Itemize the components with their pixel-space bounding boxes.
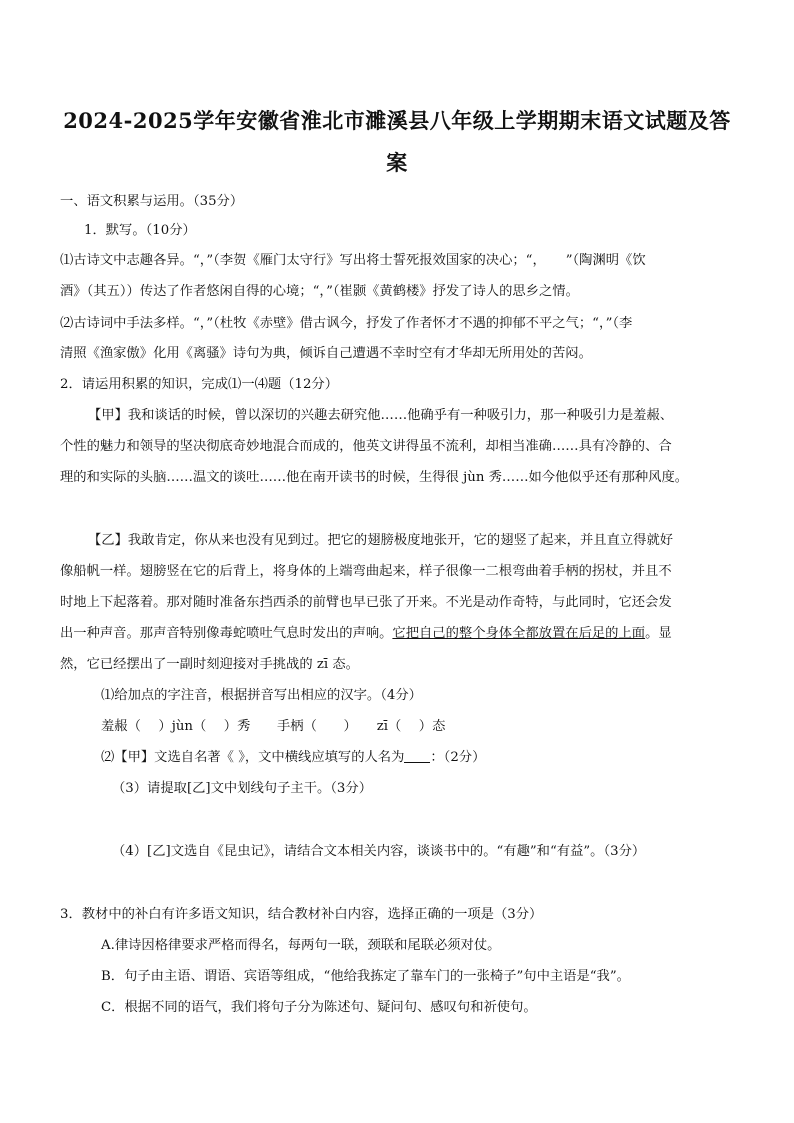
- passage-yi-line: 然，它已经摆出了一副时刻迎接对手挑战的 zī 态。: [60, 657, 359, 672]
- passage-jia-line: 理的和实际的头脑……温文的谈吐……他在南开读书的时候，生得很 jùn 秀……如今他似乎还有那种风度。: [60, 470, 689, 485]
- doc-title-line1: 2024-2025学年安徽省淮北市濉溪县八年级上学期期末语文试题及答: [63, 108, 731, 133]
- passage-jia-line: 【甲】我和谈话的时候，曾以深切的兴趣去研究他……他确乎有一种吸引力，那一种吸引力是羞赧、: [88, 408, 674, 423]
- option-a: A.律诗因格律要求严格而得名，每两句一联，颈联和尾联必须对仗。: [101, 938, 501, 953]
- subquestion-2: [101, 746, 485, 765]
- subquestion-2-points: ：（2分）: [430, 750, 486, 765]
- question-2-heading: 2．请运用积累的知识，完成⑴一⑷题（12分）: [60, 377, 339, 392]
- yi-text: 。显: [645, 626, 672, 641]
- q1-text-line: ⑵古诗词中手法多样。“，”（杜牧《赤壁》借古讽今，抒发了作者怀才不遇的抑郁不平之气；“，”（李: [60, 316, 633, 331]
- q1-text-line: 酒》（其五））传达了作者悠闲自得的心境；“，”（崔颢《黄鹤楼》抒发了诗人的思乡之情。: [60, 284, 579, 299]
- doc-title-line2: 案: [386, 150, 408, 175]
- subquestion-1: ⑴给加点的字注音，根据拼音写出相应的汉字。（4分）: [101, 688, 422, 703]
- subquestion-2-text: ⑵【甲】文选自名著《 》，文中横线应填写的人名为: [101, 750, 405, 765]
- passage-yi-line: 【乙】我敢肯定，你从来也没有见到过。把它的翅膀极度地张开，它的翅竖了起来，并且直立得就好: [88, 533, 674, 548]
- question-3-heading: 3．教材中的补白有许多语文知识，结合教材补白内容，选择正确的一项是（3分）: [60, 907, 543, 922]
- question-1-heading: 1．默写。（10分）: [84, 223, 196, 238]
- subquestion-4: （4）[乙]文选自《昆虫记》，请结合文本相关内容，谈谈书中的。“有趣”和“有益”。（3分）: [112, 844, 646, 859]
- passage-yi-line: [60, 622, 672, 641]
- subquestion-3: （3）请提取[乙]文中划线句子主干。（3分）: [112, 781, 372, 796]
- q1-text-line: 清照《渔家傲》化用《离骚》诗句为典，倾诉自己遭遇不幸时空有才华却无所用处的苦闷。: [60, 346, 592, 361]
- option-c: C．根据不同的语气，我们将句子分为陈述句、疑问句、感叹句和祈使句。: [101, 1000, 537, 1015]
- q1-text-line: ⑴古诗文中志趣各异。“，”（李贺《雁门太守行》写出将士誓死报效国家的决心；“， ”（陶渊明《饮: [60, 253, 646, 268]
- passage-yi-line: 像船帆一样。翅膀竖在它的后背上，将身体的上端弯曲起来，样子很像一二根弯曲着手柄的拐杖，并且不: [60, 564, 672, 579]
- option-b: B．句子由主语、谓语、宾语等组成，“他给我拣定了靠车门的一张椅子”句中主语是“我”。: [101, 969, 630, 984]
- section-heading: 一、语文积累与运用。（35分）: [60, 194, 244, 209]
- answer-blank: [404, 749, 430, 763]
- underlined-sentence: 它把自己的整个身体全都放置在后足的上面: [392, 626, 646, 641]
- passage-yi-line: 时地上下起落着。那对随时准备东挡西杀的前臂也早已张了开来。不光是动作奇特，与此同时，它还会发: [60, 595, 672, 610]
- subquestion-1-items: 羞赧（ ）jùn（ ）秀 手柄（ ） zī（ ）态: [101, 719, 446, 734]
- yi-text: 出一种声音。那声音特别像毒蛇喷吐气息时发出的声响。: [60, 626, 393, 641]
- passage-jia-line: 个性的魅力和领导的坚决彻底奇妙地混合而成的，他英文讲得虽不流利，却相当准确……具有冷静的、合: [60, 439, 672, 454]
